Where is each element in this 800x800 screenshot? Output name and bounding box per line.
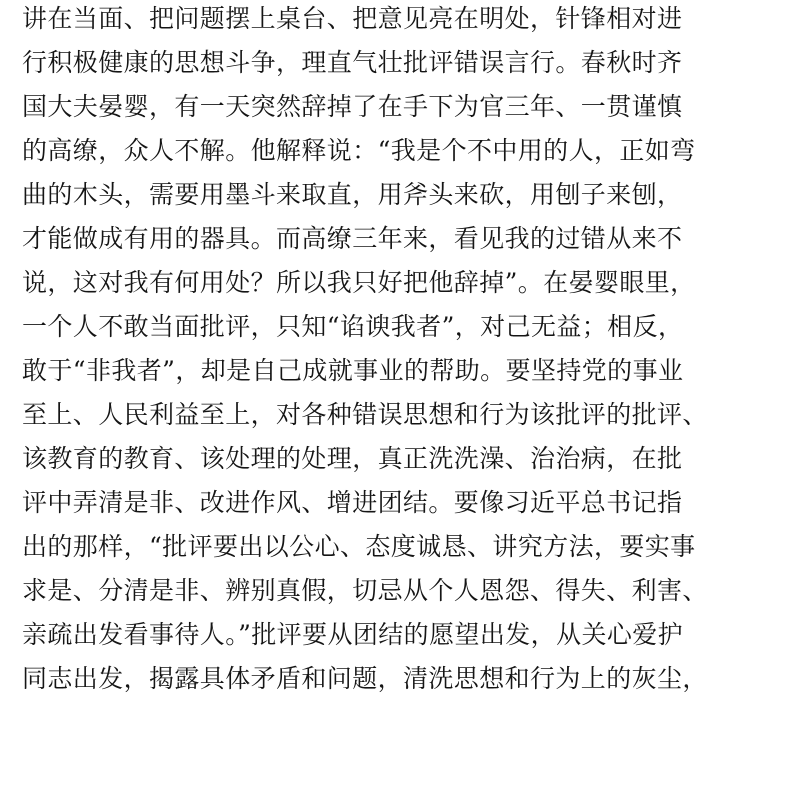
text-line-2: 行积极健康的思想斗争，理直气壮批评错误言行。春秋时齐: [22, 48, 683, 77]
text-line-15: 亲疏出发看事待人。”批评要从团结的愿望出发，从关心爱护: [22, 620, 684, 649]
text-line-5: 曲的木头，需要用墨斗来取直，用斧头来砍，用刨子来刨，: [22, 180, 683, 209]
text-line-11: 该教育的教育、该处理的处理，真正洗洗澡、治治病，在批: [22, 444, 683, 473]
text-line-9: 敢于“非我者”，却是自己成就事业的帮助。要坚持党的事业: [22, 356, 684, 385]
text-line-3: 国大夫晏婴，有一天突然辞掉了在手下为官三年、一贯谨慎: [22, 92, 683, 121]
text-line-16: 同志出发，揭露具体矛盾和问题，清洗思想和行为上的灰尘，: [22, 664, 708, 693]
text-line-8: 一个人不敢当面批评，只知“谄谀我者”，对己无益；相反，: [22, 312, 684, 341]
text-line-4: 的高缭，众人不解。他解释说：“我是个不中用的人，正如弯: [22, 136, 696, 165]
text-line-7: 说，这对我有何用处？所以我只好把他辞掉”。在晏婴眼里，: [22, 268, 696, 297]
text-line-12: 评中弄清是非、改进作风、增进团结。要像习近平总书记指: [22, 488, 683, 517]
text-line-14: 求是、分清是非、辨别真假，切忌从个人恩怨、得失、利害、: [22, 576, 708, 605]
text-line-10: 至上、人民利益至上，对各种错误思想和行为该批评的批评、: [22, 400, 708, 429]
text-line-13: 出的那样，“批评要出以公心、态度诚恳、讲究方法，要实事: [22, 532, 696, 561]
text-line-1: 讲在当面、把问题摆上桌台、把意见亮在明处，针锋相对进: [22, 4, 683, 33]
body-text: [22, 0, 792, 701]
text-line-6: 才能做成有用的器具。而高缭三年来，看见我的过错从来不: [22, 224, 683, 253]
